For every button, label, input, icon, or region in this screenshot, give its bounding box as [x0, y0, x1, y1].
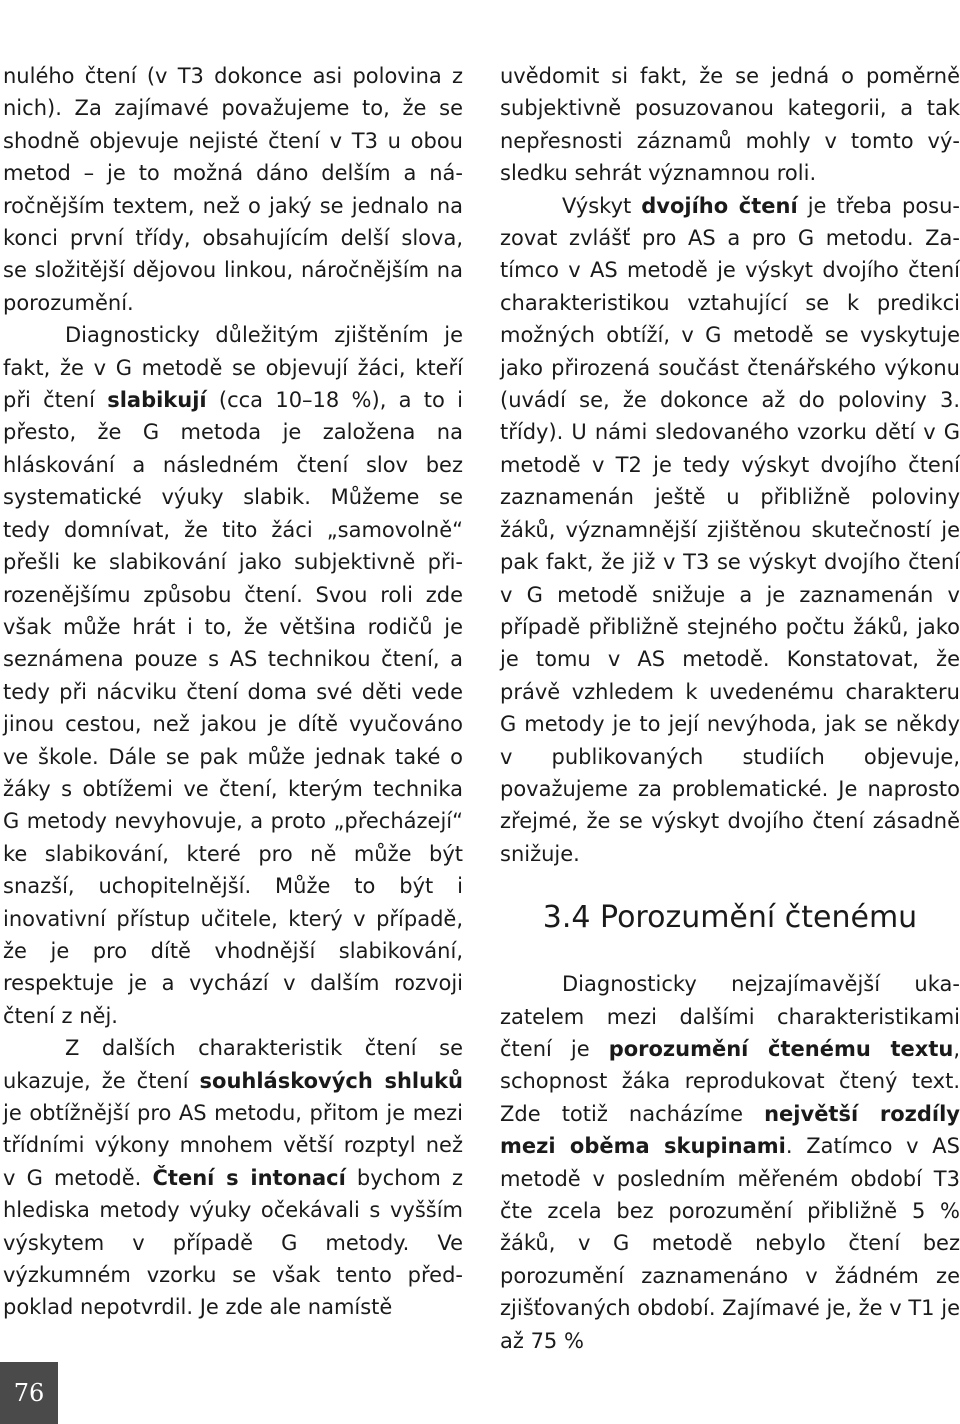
- left-column: [3, 60, 463, 1324]
- paragraph-text: nulého čtení (v T3 dokonce asi polovina z nich). Za zajímavé považujeme to, že se shodně objevuje nejisté čtení v T3 u obou metod – je to možná dáno delším a náročnějším textem, než o jaký se jednalo na konci první třídy, obsahujícím delší slova, se složitější dějovou linkou, náročnějším na porozumění.: [3, 64, 463, 315]
- bold-term: slabikují: [107, 388, 207, 413]
- bold-term: Čtení s intonací: [152, 1165, 346, 1190]
- right-paragraph-2: [500, 190, 960, 871]
- paragraph-text: (cca 10–18 %), a to i přesto, že G metoda je založena na hláskování a následném čtení slov bez systematické výuky slabik. Můžeme se tedy domnívat, že tito žáci „samovolně“ přešli ke slabikování jako subjektivně přirozenějšímu způsobu čtení. Svou roli zde však může hrát i to, že většina rodičů je seznámena pouze s AS technikou čtení, a tedy při nácviku čtení doma své děti vede jinou cestou, než jakou je dítě vyučováno ve škole. Dále se pak může jednak také o žáky s obtížemi ve čtení, kterým technika G metody nevyhovuje, a proto „přecházejí“ ke slabikování, které pro ně může být snazší, uchopitelnější. Může to být i inovativní přístup učitele, který v případě, že je pro dítě vhodnější slabikování, respektuje je a vychází v dalším rozvoji čtení z něj.: [3, 388, 463, 1028]
- paragraph-text: , schopnost žáka reprodukovat čtený text. Zde totiž nacházíme: [500, 1036, 960, 1126]
- paragraph-text: bychom z hlediska metody výuky očekávali s vyšším výskytem v případě G metody. Ve výzkumném vzorku se však tento předpoklad nepotvrdil. Je zde ale namístě: [3, 1165, 463, 1320]
- paragraph-text: je třeba posuzovat zvlášť pro AS a pro G metodu. Zatímco v AS metodě je výskyt dvojího čtení charakteristikou vztahující se k predikci možných obtíží, v G metodě se vyskytuje jako přirozená součást čtenářského výkonu (uvádí se, že dokonce až do poloviny 3. třídy). U námi sledovaného vzorku dětí v G metodě v T2 je tedy výskyt dvojího čtení zaznamenán ještě u přibližně poloviny žáků, významnější zjištěnou skutečností je pak fakt, že již v T3 se výskyt dvojího čtení v G metodě snižuje a je zaznamenán v případě přibližně stejného počtu žáků, jako je tomu v AS metodě. Konstatovat, že právě vzhledem k uvedenému charakteru G metody je to její nevýhoda, jak se někdy v publikovaných studiích objevuje, považujeme za problematické. Je naprosto zřejmé, že se výskyt dvojího čtení zásadně snižuje.: [500, 193, 960, 866]
- paragraph-text: je obtížnější pro AS metodu, přitom je mezi třídními výkony mnohem větší rozptyl než v G metodě.: [3, 1101, 463, 1190]
- left-paragraph-3: [3, 1032, 463, 1324]
- left-paragraph-2: [3, 319, 463, 1032]
- paragraph-text: Diagnosticky důležitým zjištěním je fakt, že v G metodě se objevují žáci, kteří při čtení: [3, 323, 463, 413]
- paragraph-text: Z dalších charakteristik čtení se ukazuje, že čtení: [3, 1036, 463, 1093]
- bold-term: souhláskových shluků: [199, 1068, 463, 1093]
- left-paragraph-1: [3, 60, 463, 319]
- right-column: [500, 60, 960, 1357]
- paragraph-text: Diagnosticky nejzajímavější ukazatelem mezi dalšími charakteristikami čtení je: [500, 972, 960, 1061]
- right-paragraph-3: [500, 968, 960, 1357]
- bold-term: největší rozdíly mezi oběma skupinami: [500, 1101, 960, 1159]
- page-number: 76: [0, 1362, 58, 1424]
- section-heading: 3.4 Porozumění čtenému: [542, 900, 918, 936]
- bold-term: dvojího čtení: [641, 193, 798, 218]
- bold-term: porozumění čtenému textu: [608, 1036, 954, 1061]
- right-paragraph-1: [500, 60, 960, 190]
- paragraph-text: . Zatímco v AS metodě v posledním měřeném období T3 čte zcela bez porozumění přibližně 5 % žáků, v G metodě nebylo čtení bez porozumění zaznamenáno v žádném ze zjišťovaných období. Zajímavé je, že v T1 je až 75 %: [500, 1134, 960, 1353]
- paragraph-text: uvědomit si fakt, že se jedná o poměrně subjektivně posuzovanou kategorii, a tak nepřesnosti záznamů mohly v tomto výsledku sehrát významnou roli.: [500, 64, 960, 186]
- paragraph-text: Výskyt: [562, 193, 642, 218]
